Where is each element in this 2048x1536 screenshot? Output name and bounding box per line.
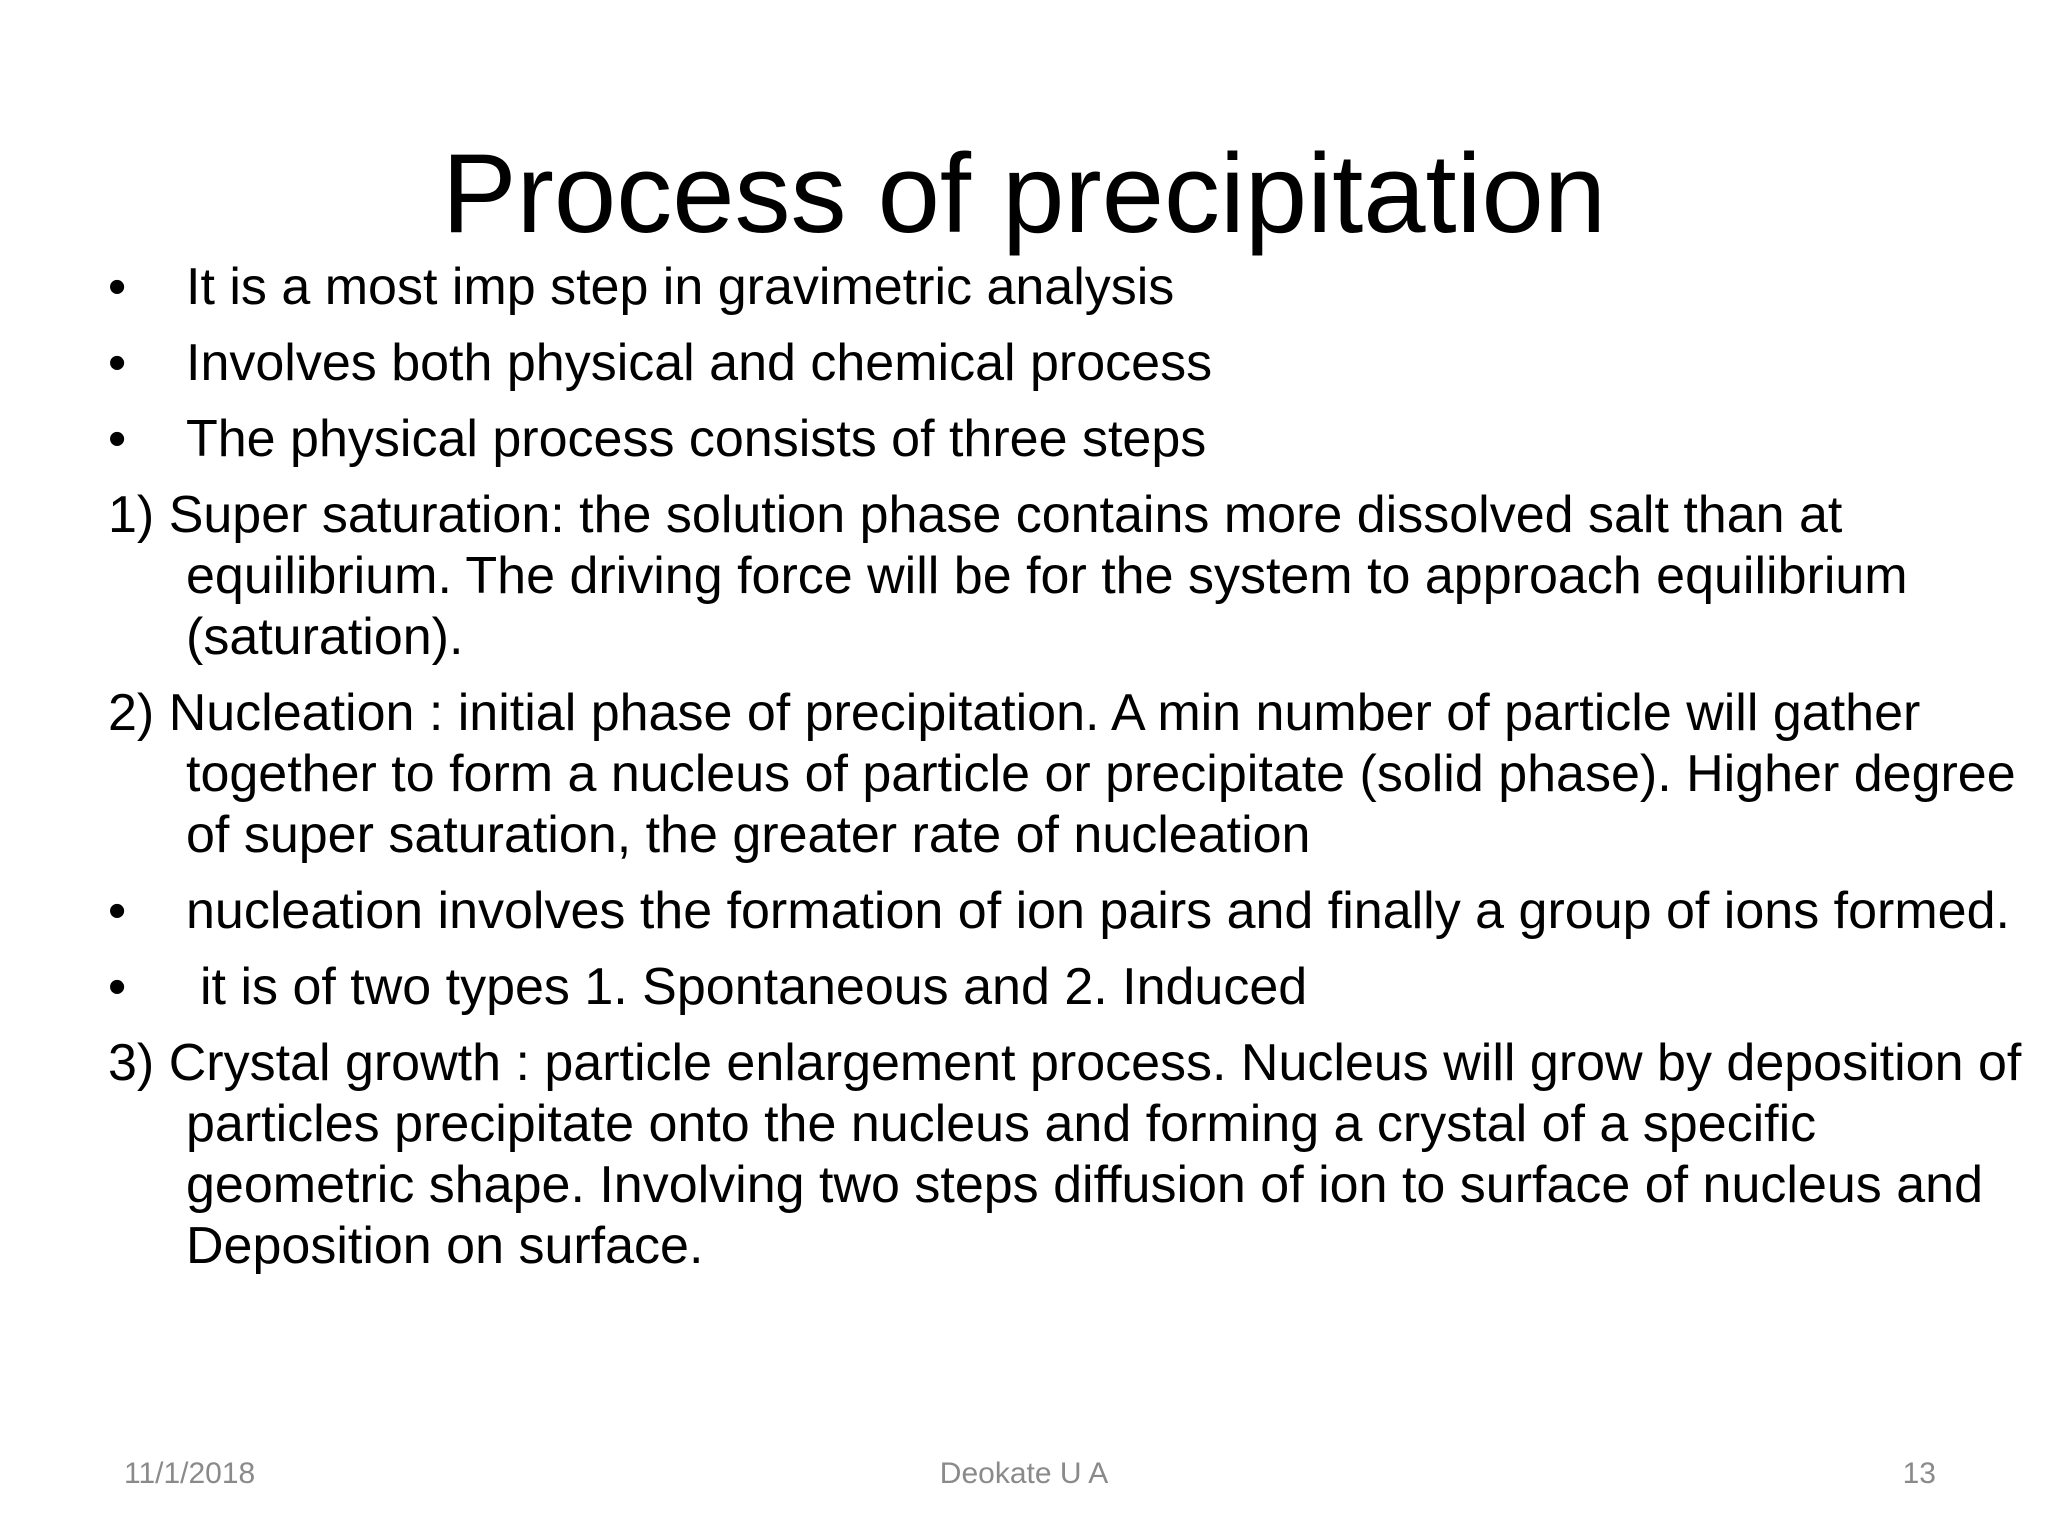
- bullet-marker: •: [108, 334, 127, 392]
- bullet-marker: •: [108, 410, 127, 468]
- slide-body: [108, 257, 2043, 1292]
- bullet-text: The physical process consists of three steps: [186, 410, 1207, 468]
- step-item-super-saturation: [108, 485, 2043, 668]
- bullet-text: It is a most imp step in gravimetric analysis: [186, 258, 1175, 316]
- slide-title: Process of precipitation: [441, 131, 1607, 256]
- step-text: Super saturation: the solution phase contains more dissolved salt than at equilibrium. The driving force will be for the system to approach equilibrium (saturation).: [168, 486, 1908, 666]
- step-text: Nucleation : initial phase of precipitation. A min number of particle will gather together to form a nucleus of particle or precipitate (solid phase). Higher degree of super saturation, the greater rate of nucleation: [168, 684, 2016, 864]
- step-item-crystal-growth: [108, 1033, 2043, 1277]
- bullet-item: [108, 881, 2043, 942]
- bullet-marker: •: [108, 882, 127, 940]
- bullet-item: [108, 957, 2043, 1018]
- footer-author: Deokate U A: [939, 1457, 1109, 1490]
- bullet-item: [108, 333, 2043, 394]
- footer-page-number: 13: [1902, 1457, 1936, 1490]
- step-item-nucleation: [108, 683, 2043, 866]
- step-text: Crystal growth : particle enlargement process. Nucleus will grow by deposition of particles precipitate onto the nucleus and forming a crystal of a specific geometric shape. Involving two steps diffusion of ion to surface of nucleus and Deposition on surface.: [168, 1034, 2022, 1275]
- bullet-marker: •: [108, 958, 127, 1016]
- step-number: 3): [108, 1034, 155, 1092]
- bullet-text: it is of two types 1. Spontaneous and 2. Induced: [200, 958, 1308, 1016]
- footer-date: 11/1/2018: [124, 1457, 256, 1490]
- bullet-item: [108, 409, 2043, 470]
- bullet-item: [108, 257, 2043, 318]
- bullet-marker: •: [108, 258, 127, 316]
- step-number: 1): [108, 486, 155, 544]
- bullet-text: nucleation involves the formation of ion pairs and finally a group of ions formed.: [186, 882, 2010, 940]
- step-number: 2): [108, 684, 155, 742]
- bullet-text: Involves both physical and chemical process: [186, 334, 1213, 392]
